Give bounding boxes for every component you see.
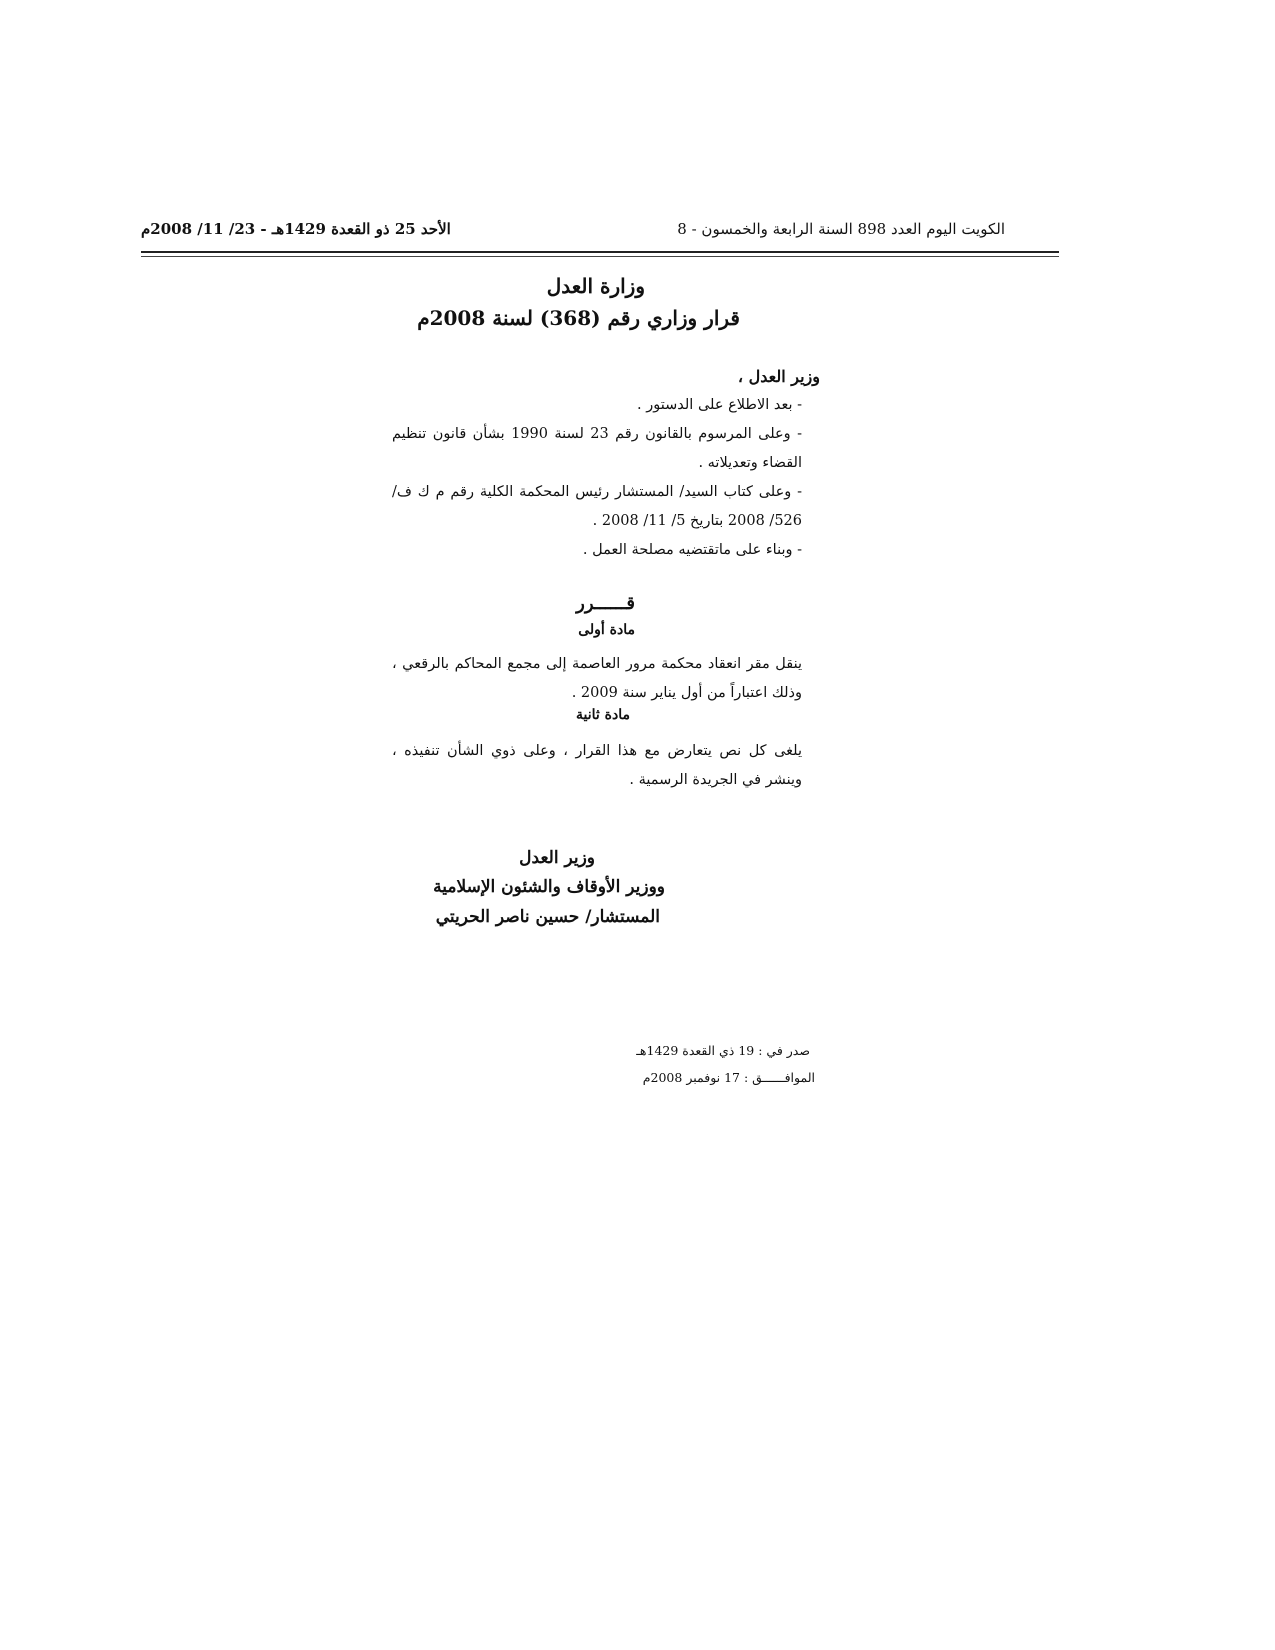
preamble-item-3: - وعلى كتاب السيد/ المستشار رئيس المحكمة الكلية رقم م ك ف/ 526/ 2008 بتاريخ 5/ 11/ 2008 . [392,484,802,529]
signature-name: المستشار/ حسين ناصر الحريتي [435,907,660,927]
issued-date-hijri: صدر في : 19 ذي القعدة 1429هـ [636,1043,810,1058]
gazette-date-header: الأحد 25 ذو القعدة 1429هـ - 23/ 11/ 2008م [141,220,451,238]
preamble-item-2: - وعلى المرسوم بالقانون رقم 23 لسنة 1990 بشأن قانون تنظيم القضاء وتعديلاته . [392,426,802,471]
issued-date-gregorian: الموافــــــق : 17 نوفمبر 2008م [642,1070,815,1085]
article-2-title: مادة ثانية [576,707,630,723]
article-1-title: مادة أولى [578,622,635,638]
gazette-issue-header: الكويت اليوم العدد 898 السنة الرابعة والخمسون - 8 [677,220,1005,238]
preamble-item-1: - بعد الاطلاع على الدستور . [637,397,802,413]
ministry-title: وزارة العدل [546,274,645,298]
article-1-text: ينقل مقر انعقاد محكمة مرور العاصمة إلى مجمع المحاكم بالرقعي ، وذلك اعتباراً من أول يناير سنة 2009 . [392,656,802,701]
issuing-minister: وزير العدل ، [737,367,820,386]
preamble-item-4: - وبناء على ماتقتضيه مصلحة العمل . [582,542,802,558]
signature-title-justice: وزير العدل [519,848,595,868]
decided-heading: قــــــرر [576,593,635,614]
header-rule-thin [141,256,1059,257]
decree-title: قرار وزاري رقم (368) لسنة 2008م [417,306,740,330]
header-rule-thick [141,251,1059,253]
article-2-text: يلغى كل نص يتعارض مع هذا القرار ، وعلى ذوي الشأن تنفيذه ، وينشر في الجريدة الرسمية . [392,743,802,788]
signature-title-awqaf: ووزير الأوقاف والشئون الإسلامية [433,877,665,897]
